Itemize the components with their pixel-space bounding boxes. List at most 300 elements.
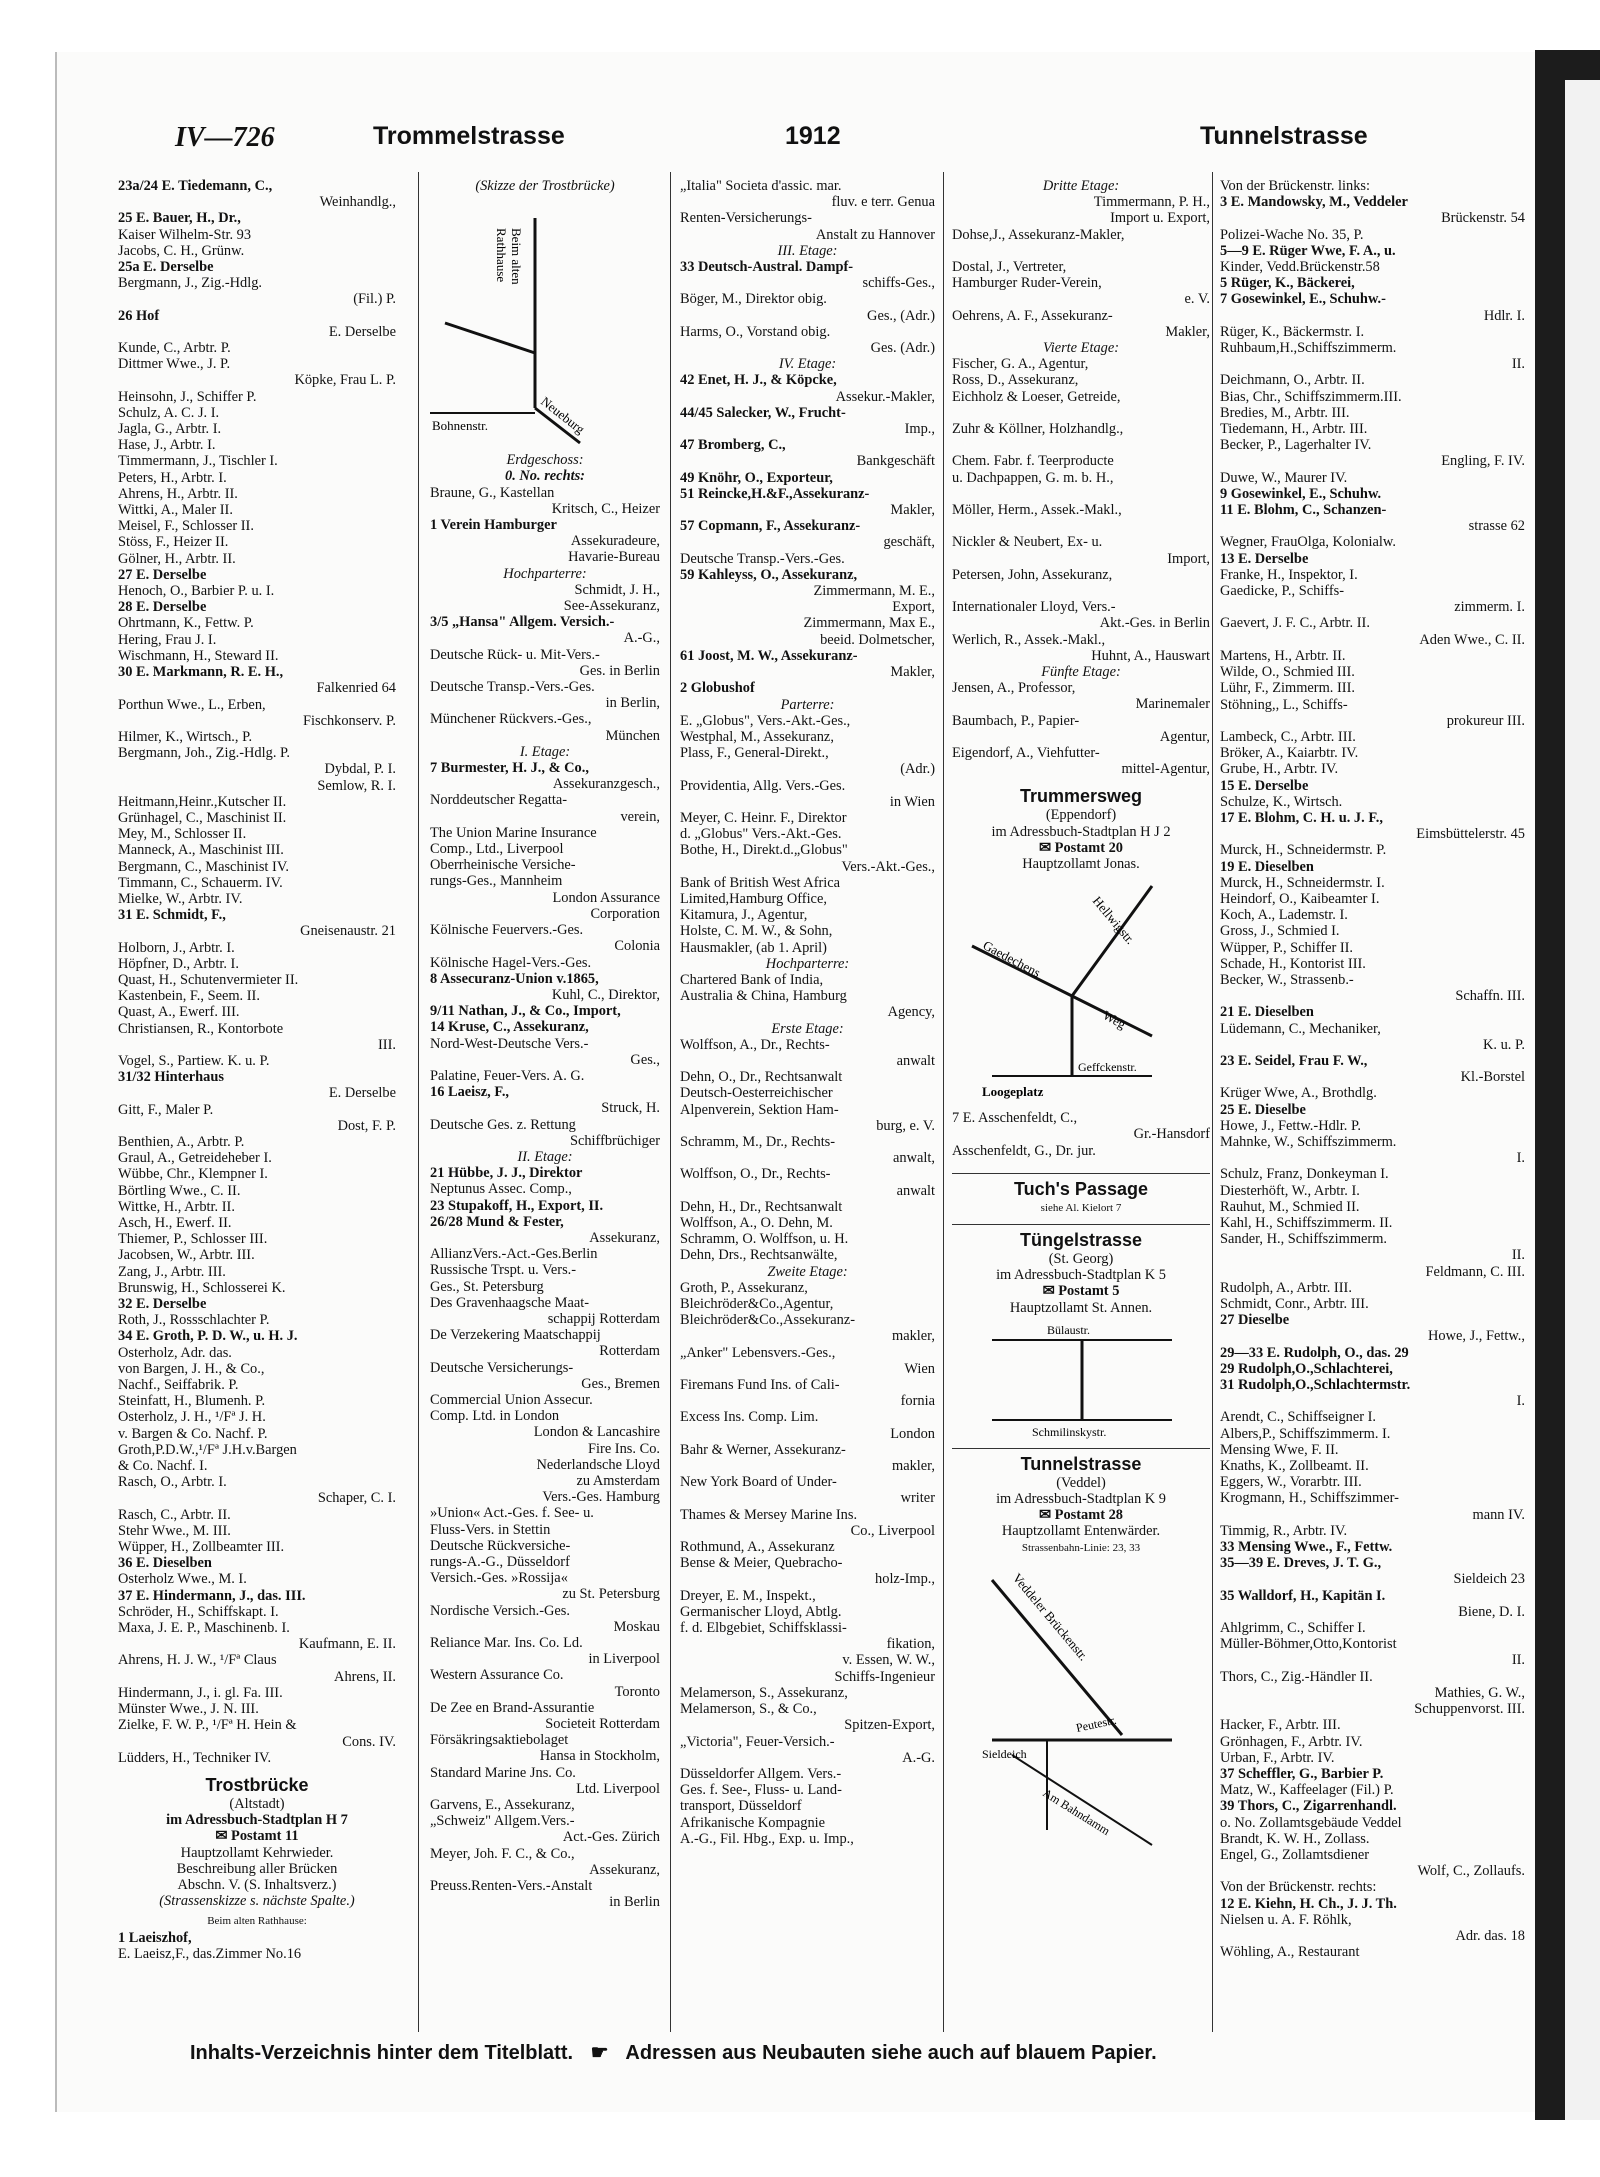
entry-line: Bredies, M., Arbtr. III. [1220,404,1350,421]
column-rule [1212,172,1213,2032]
entry-line: 7 Gosewinkel, E., Schuhw.- [1220,291,1386,308]
entry-line: Hansa in Stockholm, [539,1748,660,1765]
entry-line: Vers.-Ges. Hamburg [542,1489,660,1506]
entry-line: 31 Rudolph,O.,Schlachtermstr. [1220,1377,1411,1394]
entry-line: Koch, A., Lademstr. I. [1220,907,1348,924]
entry-line: Kahl, H., Schiffszimmerm. II. [1220,1215,1393,1231]
entry-line: 0. No. rechts: [505,468,585,485]
street-label: Beim alten [509,228,524,285]
entry-line: Vierte Etage: [1042,340,1120,357]
entry-line: (Fil.) P. [353,291,396,308]
street-label: Schmilinskystr. [1032,1424,1107,1439]
envelope-icon: ✉ [1042,1283,1059,1300]
entry-line: Heindorf, O., Kaibeamter I. [1220,890,1380,907]
entry-line: 39 Thors, C., Zigarrenhandl. [1220,1798,1397,1815]
entry: E. Laeisz,F., das.Zimmer No.16 [118,1945,302,1962]
entry-line: 27 E. Derselbe [118,566,207,583]
entry-line: makler, [892,1458,935,1475]
entry-line: writer [900,1490,935,1507]
street-label: Bohnenstr. [432,418,488,434]
entry-line: 34 E. Groth, P. D. W., u. H. J. [118,1328,298,1345]
entry-line: Timmann, C., Schauerm. IV. [118,874,283,891]
entry-line: 9 Gosewinkel, E., Schuhw. [1220,485,1382,502]
entry-line: Parterre: [780,696,835,713]
entry-line: 16 Laeisz, F., [430,1084,510,1101]
entry-line: Brunswig, H., Schlosserei K. [118,1279,286,1296]
entry-line: Import u. Export, [1110,210,1210,227]
entry-line: Deutsche Versicherungs- [430,1359,574,1376]
entry-line: Sieldeich 23 [1453,1571,1525,1588]
entry-line: & Co. Nachf. I. [118,1458,208,1475]
entry-line: 25 E. Bauer, H., Dr., [118,210,241,227]
column-rule [943,172,944,2032]
entry-line: Steinfatt, H., Blumenh. P. [118,1393,266,1410]
entry-line: Bleichröder&Co.,Assekuranz- [680,1312,856,1329]
envelope-icon: ✉ [1039,1507,1055,1524]
entry-line: Deutsche Transp.-Vers.-Ges. [680,550,845,567]
entry-line: Dybdal, P. I. [324,761,396,778]
column-rule [418,172,419,2032]
entry-line: Von der Brückenstr. rechts: [1220,1879,1377,1896]
district: (Veddel) [1056,1474,1106,1491]
entry-line: Vers.-Akt.-Ges., [841,858,935,875]
entry-line: verein, [620,808,660,825]
entry-line: Deichmann, O., Arbtr. II. [1220,372,1365,389]
entry-line: Schade, H., Kontorist III. [1220,955,1366,972]
entry-line: Mensing Wwe, F. II. [1220,1441,1339,1458]
entry-line: zimmerm. I. [1454,599,1525,616]
entry-list [1220,178,1525,1960]
entry-line: Schmidt, J. H., [574,581,660,598]
entry-line: Deutsche Ges. z. Rettung [430,1116,576,1133]
entry-line: Schiffbrüchiger [569,1132,660,1149]
entry-line: Groth, P., Assekuranz, [680,1279,808,1296]
entry-line: Engel, G., Zollamtsdiener [1220,1846,1370,1863]
entry-line: Germanischer Lloyd, Abtlg. [680,1603,842,1620]
entry-line: Ahrens, II. [334,1668,396,1685]
entry: Gr.-Hansdorf [1133,1126,1210,1143]
entry-line: Eichholz & Loeser, Getreide, [952,388,1121,405]
entry-line: Mey, M., Schlosser II. [118,826,247,843]
entry-line: Holste, C. M. W., & Sohn, [680,923,833,940]
entry-line: Möller, Herm., Assek.-Makl., [952,502,1122,518]
entry-line: I. [1516,1393,1525,1410]
entry-line: anwalt [896,1052,935,1069]
entry-line: 30 E. Markmann, R. E. H., [118,664,284,681]
entry-line: Co., Liverpool [850,1522,935,1539]
entry-line: Kölnische Feuervers.-Ges. [430,922,584,939]
street-label: Rathhause [494,228,509,283]
entry-line: Hindermann, J., i. gl. Fa. III. [118,1684,283,1701]
entry-line: 3/5 „Hansa" Allgem. Versich.- [430,614,615,631]
entry-line: Mielke, W., Arbtr. IV. [118,890,243,907]
entry-list [430,452,660,1910]
entry-line: in Wien [889,793,935,810]
entry-line: Schröder, H., Schiffskapt. I. [118,1603,279,1620]
entry-line: 28 E. Derselbe [118,599,207,616]
entry-line: Alpenverein, Sektion Ham- [680,1101,839,1118]
entry-line: Mahnke, W., Schiffszimmerm. [1220,1133,1397,1150]
entry-line: Western Assurance Co. [430,1667,564,1684]
entry-line [952,518,1210,534]
entry-line: Comp., Ltd., Liverpool [430,841,564,858]
entry-line: Thors, C., Zig.-Händler II. [1220,1668,1373,1685]
entry-line: 57 Copmann, F., Assekuranz- [680,518,861,535]
entry-line: 51 Reincke,H.&F.,Assekuranz- [680,485,870,502]
entry-line: 23a/24 E. Tiedemann, C., [118,178,273,194]
entry-line: De Zee en Brand-Assurantie [430,1699,595,1716]
entry-line: 36 E. Dieselben [118,1555,212,1572]
entry-line: Osterholz, J. H., ¹/Fª J. H. [118,1409,266,1426]
entry-line: Wittke, H., Arbtr. II. [118,1198,235,1215]
entry-line: Hausmakler, (ab 1. April) [680,939,827,956]
entry-line: Deutsche Transp.-Vers.-Ges. [430,679,595,696]
entry-line: Peters, H., Arbtr. I. [118,469,227,486]
street-label: Neueburg [538,393,588,437]
entry-line: Havarie-Bureau [568,549,660,566]
street-label: Geffckenstr. [1078,1060,1137,1075]
entry-line: Eimsbüttelerstr. 45 [1416,826,1525,843]
entry-line: AllianzVers.-Act.-Ges.Berlin [430,1246,598,1263]
entry-line: Oberrheinische Versiche- [430,857,576,874]
entry: 7 E. Asschenfeldt, C., [952,1110,1078,1127]
entry-line: Brandt, K. W. H., Zollass. [1220,1830,1370,1847]
entry-line: Meyer, Joh. F. C., & Co., [430,1845,575,1862]
entry-line: Quast, H., Schutenvermieter II. [118,971,299,988]
entry-line: Stöhning,, L., Schiffs- [1220,696,1348,713]
entry-line: II. Etage: [517,1148,573,1165]
entry-line: Colonia [614,938,660,955]
entry-line: Versich.-Ges. »Rossija« [430,1570,568,1587]
entry-line: Oehrens, A. F., Assekuranz- [952,307,1113,324]
entry-line: Bank of British West Africa [680,874,841,891]
entry-line: (Adr.) [900,761,935,778]
entry-line: Murck, H., Schneidermstr. I. [1220,874,1385,891]
entry-line: Renten-Versicherungs- [680,210,812,227]
entry-line: Ges., St. Petersburg [430,1278,544,1295]
entry-line: Jacobsen, W., Arbtr. III. [118,1247,255,1264]
entry-line: Gitt, F., Maler P. [118,1101,214,1118]
post-office: ✉ Postamt 11 [215,1828,299,1845]
entry-line: Roth, J., Rossschlachter P. [118,1312,270,1329]
entry-line: 25a E. Derselbe [118,259,214,276]
entry-line: geschäft, [883,534,935,551]
entry-line: Becker, P., Lagerhalter IV. [1220,437,1372,454]
entry-line: Preuss.Renten-Vers.-Anstalt [430,1878,593,1895]
entry-line: 29—33 E. Rudolph, O., das. 29 [1220,1344,1409,1361]
entry: Asschenfeldt, G., Dr. jur. [952,1142,1096,1159]
header-street-left: Trommelstrasse [373,122,565,150]
street-label: Hellwigstr. [1089,893,1139,948]
entry-line: 47 Bromberg, C., [680,437,786,454]
entry-line: Stöss, F., Heizer II. [118,534,229,551]
page-footer [190,2040,1157,2065]
entry-line: London [890,1425,935,1442]
entry: 1 Laeiszhof, [118,1929,192,1946]
entry-line: Von der Brückenstr. links: [1220,178,1371,194]
entry-line: Nickler & Neubert, Ex- u. [952,534,1103,551]
street-sketch-tuengelstrasse [952,1320,1210,1440]
entry-line: Höpfner, D., Arbtr. I. [118,955,239,972]
entry-line: 19 E. Dieselben [1220,858,1314,875]
entry-line: 7 Burmester, H. J., & Co., [430,760,589,777]
entry-line [952,583,1210,599]
street-sketch-trummersweg [952,876,1210,1106]
entry-line: Kuhl, C., Direktor, [551,986,660,1003]
entry-line: E. Derselbe [328,1085,396,1102]
entry-line: anwalt, [893,1150,935,1167]
entry-line: Assekuradeure, [570,533,660,550]
entry-line: A.-G., [623,630,660,647]
entry-line: E. Derselbe [328,323,396,340]
district: (Eppendorf) [1045,807,1117,824]
entry-line: Baumbach, P., Papier- [952,712,1080,729]
entry-line: Albers,P., Schiffszimmerm. I. [1220,1425,1391,1442]
entry-line: Kaiser Wilhelm-Str. 93 [118,226,252,243]
entry-line: rungs-Ges., Mannheim [430,873,563,890]
entry-line: 37 Scheffler, G., Barbier P. [1220,1765,1384,1782]
entry-line: Fischer, G. A., Agentur, [952,356,1089,373]
entry-line: II. [1511,1247,1525,1264]
entry-line: Nordische Versich.-Ges. [430,1602,571,1619]
entry-line: 13 E. Derselbe [1220,550,1309,567]
entry-line: Kritsch, C., Heizer [551,500,660,517]
entry-line: Howe, J., Fettw., [1428,1328,1525,1345]
entry-line: Rauhut, M., Schmied II. [1220,1198,1360,1215]
entry-line: Heitmann,Heinr.,Kutscher II. [118,793,287,810]
entry-line: Meisel, F., Schlosser II. [118,518,254,535]
entry-line: Bergmann, Joh., Zig.-Hdlg. P. [118,745,291,762]
entry-line: Porthun Wwe., L., Erben, [118,696,266,713]
entry-line: 61 Joost, M. W., Assekuranz- [680,647,858,664]
entry-line: 26 Hof [118,307,160,324]
column-2 [430,178,660,1910]
entry-line: 31/32 Hinterhaus [118,1069,224,1086]
entry-line: Grünhagel, C., Maschinist II. [118,809,287,826]
entry-line: Ross, D., Assekuranz, [952,372,1079,389]
entry-line: Standard Marine Jns. Co. [430,1764,576,1781]
entry-line: Chem. Fabr. f. Teerproducte [952,453,1114,470]
entry-line: Thames & Mersey Marine Ins. [680,1506,858,1523]
entry-line: Henoch, O., Barbier P. u. I. [118,583,275,600]
entry-line: 25 E. Dieselbe [1220,1101,1306,1118]
entry-line: Timmermann, P. H., [1093,194,1210,211]
entry-line: Dost, F. P. [337,1117,396,1134]
entry-line: fikation, [886,1636,935,1653]
entry-line: Gross, J., Schmied I. [1220,923,1340,940]
entry-line: Wischmann, H., Steward II. [118,647,279,664]
entry-line: zu St. Petersburg [562,1586,660,1603]
entry-line: Wöhling, A., Restaurant [1220,1944,1360,1961]
entry-line: Ltd. Liverpool [576,1780,660,1797]
entry-line: Matz, W., Kaffeelager (Fil.) P. [1220,1782,1394,1799]
entry-line: 11 E. Blohm, C., Schanzen- [1220,502,1387,519]
entry-line: Böger, M., Direktor obig. [680,291,827,308]
entry-line: Petersen, John, Assekuranz, [952,566,1113,583]
entry-line: Mathies, G. W., [1434,1684,1525,1701]
entry-line: 17 E. Blohm, C. H. u. J. F., [1220,809,1383,826]
tram-lines: Strassenbahn-Linie: 23, 33 [1021,1541,1141,1554]
street-label: Loogeplatz [982,1084,1044,1100]
street-label: Am Bahndamm [1040,1785,1113,1838]
entry-line: Lühr, F., Zimmerm. III. [1220,680,1355,697]
entry-line: v. Bargen & Co. Nachf. P. [118,1425,268,1442]
entry-line: u. Dachpappen, G. m. b. H., [952,469,1114,486]
entry-line: Kinder, Vedd.Brückenstr.58 [1220,259,1380,276]
note: Beschreibung aller Brücken [176,1860,338,1877]
entry-line: Rudolph, A., Arbtr. III. [1220,1279,1352,1296]
entry-line: Graul, A., Getreideheber I. [118,1150,272,1167]
entry-line: Wittki, A., Maler II. [118,502,233,519]
entry-line: Ges., [630,1051,660,1068]
entry-line [952,486,1210,502]
entry-line: transport, Düsseldorf [680,1798,802,1815]
entry-line: Schuppenvorst. III. [1414,1701,1525,1718]
entry-line: mann IV. [1472,1506,1525,1523]
entry-line [952,405,1210,421]
entry-line: Münster Wwe., J. N. III. [118,1701,259,1718]
entry-line: rungs-A.-G., Düsseldorf [430,1554,570,1571]
entry-line: 5 Rüger, K., Bäckerei, [1220,275,1355,292]
entry-line: Hochparterre: [765,955,850,972]
entry-line: 37 E. Hindermann, J., das. III. [118,1587,306,1604]
entry-line: Deutsche Rückversiche- [430,1537,571,1554]
entry-line: „Victoria", Feuer-Versich.- [680,1733,835,1750]
entry-line: Ahlgrimm, C., Schiffer I. [1220,1620,1366,1637]
entry-line: Bröker, A., Kaiarbtr. IV. [1220,745,1359,762]
entry-line: Hacker, F., Arbtr. III. [1220,1717,1341,1734]
header-street-right: Tunnelstrasse [1200,122,1368,150]
entry-line: Neptunus Assec. Comp., [430,1181,572,1198]
entry-line: Kunde, C., Arbtr. P. [118,340,231,357]
customs-office: Hauptzollamt Jonas. [1022,856,1140,873]
entry-line: II. [1511,356,1525,373]
entry-line: Hochparterre: [503,565,587,582]
page-header [120,122,1520,162]
entry-line: von Bargen, J. H., & Co., [118,1360,265,1377]
entry-line: Wolffson, A., O. Dehn, M. [680,1215,833,1231]
entry-line: Schaper, C. I. [317,1490,396,1507]
entry-line: Thiemer, P., Schlosser III. [118,1231,268,1248]
entry-line: mittel-Agentur, [1121,761,1210,778]
entry-line: Bergmann, J., Zig.-Hdlg. [118,275,263,292]
pointing-hand-icon: ☛ [590,2042,609,2064]
entry-line: Wien [904,1360,935,1377]
entry-line: Fluss-Vers. in Stettin [430,1521,551,1538]
entry-line: Agency, [887,1004,935,1021]
city-plan-ref: im Adressbuch-Stadtplan K 5 [996,1267,1166,1284]
entry-line: Ohrtmann, K., Fettw. P. [118,615,254,632]
entry-line: Groth,P.D.W.,¹/Fª J.H.v.Bargen [118,1441,297,1458]
entry-line: Dritte Etage: [1042,178,1120,194]
entry-line: Wolffson, O., Dr., Rechts- [680,1166,831,1183]
entry-line: in Berlin, [605,695,660,712]
entry-line: Import, [1167,550,1210,567]
column-3 [680,178,935,1847]
column-4 [952,178,1210,1854]
entry-line: Börtling Wwe., C. II. [118,1182,241,1199]
location-note: Beim alten Rathhause: [207,1915,307,1928]
entry-line: 23 Stupakoff, H., Export, II. [430,1197,604,1214]
entry-line: Rasch, C., Arbtr. II. [118,1506,231,1523]
post-office: ✉ Postamt 20 [1039,839,1123,856]
entry-line: Bias, Chr., Schiffszimmerm.III. [1220,388,1402,405]
customs-office: Hauptzollamt Entenwärder. [1001,1523,1161,1540]
entry-line: Australia & China, Hamburg [680,988,847,1005]
entry-line: Ges., Bremen [581,1375,660,1392]
street-label: Veddeler Brückenstr. [1009,1570,1092,1664]
post-office: ✉ Postamt 5 [1042,1283,1120,1300]
section-title-tuengelstrasse: Tüngelstrasse [1019,1230,1143,1251]
entry-line: Schiffs-Ingenieur [834,1668,935,1685]
entry-line: Asch, H., Ewerf. II. [118,1215,232,1231]
entry-line: Tiedemann, H., Arbtr. III. [1220,421,1368,438]
entry-line: Jacobs, C. H., Grünw. [118,242,245,259]
entry-line: II. [1511,1652,1525,1669]
entry-line: Hase, J., Arbtr. I. [118,437,216,454]
entry-line: o. No. Zollamtsgebäude Veddel [1220,1814,1402,1831]
entry-line: Jagla, G., Arbtr. I. [118,421,222,438]
entry-line: Lüdemann, C., Mechaniker, [1220,1020,1381,1037]
section-title-tunnelstrasse: Tunnelstrasse [1020,1453,1142,1474]
street-sketch-trostbruecke [430,198,660,448]
entry-line: Dostal, J., Vertreter, [952,259,1067,275]
entry-line: Försäkringsaktiebolaget [430,1732,569,1749]
entry-line: 29 Rudolph,O.,Schlachterei, [1220,1360,1393,1377]
entry-line: 44/45 Salecker, W., Frucht- [680,404,846,421]
entry-line: 35—39 E. Dreves, J. T. G., [1220,1555,1382,1572]
entry-line: Fire Ins. Co. [588,1440,660,1457]
entry-line: Akt.-Ges. in Berlin [1099,615,1210,632]
column-1 [118,178,396,1962]
entry-line: 33 Deutsch-Austral. Dampf- [680,259,854,276]
entry-line: strasse 62 [1468,518,1525,535]
entry-line: Gölner, H., Arbtr. II. [118,550,236,567]
entry-line: Zimmermann, M. E., [813,583,935,600]
entry-line: Münchener Rückvers.-Ges., [430,711,592,728]
entry-line: Commercial Union Assecur. [430,1391,593,1408]
district: (St. Georg) [1048,1251,1114,1268]
entry-line: Schmidt, Conr., Arbtr. III. [1220,1296,1369,1313]
entry-line: Quast, A., Ewerf. III. [118,1004,240,1021]
street-sketch-tunnelstrasse [952,1560,1210,1850]
entry-line: Sander, H., Schiffszimmerm. [1220,1231,1388,1248]
header-year: 1912 [785,122,841,150]
entry-line: Wilde, O., Schmied III. [1220,664,1355,681]
entry-line: Zang, J., Arbtr. III. [118,1263,226,1280]
entry-line: Fischkonserv. P. [302,712,396,729]
entry-line: fluv. e terr. Genua [831,194,935,211]
entry-line: d. „Globus" Vers.-Akt.-Ges. [680,826,842,843]
entry-line: Wüpper, P., Schiffer II. [1220,939,1354,956]
entry-line: Polizei-Wache No. 35, P. [1220,226,1364,243]
entry-line: Dittmer Wwe., J. P. [118,356,231,373]
entry-line: Kitamura, J., Agentur, [680,907,808,924]
entry-line: New York Board of Under- [680,1474,837,1491]
street-label: Weg [1100,1007,1129,1032]
entry-line: I. [1516,1150,1525,1167]
street-label: Peutestr. [1074,1712,1118,1735]
entry-line: Chartered Bank of India, [680,971,824,988]
entry-line: beeid. Dolmetscher, [820,631,935,648]
entry-line: Nord-West-Deutsche Vers.- [430,1035,589,1052]
entry-line: 2 Globushof [680,680,755,697]
entry-line: Internationaler Lloyd, Vers.- [952,599,1116,616]
entry-line: Zielke, F. W. P., ¹/Fª H. Hein & [118,1717,297,1734]
entry-line: Assekuranz, [589,1229,660,1246]
entry-line: Comp. Ltd. in London [430,1408,560,1425]
entry-line: Rüger, K., Bäckermstr. I. [1220,323,1365,340]
